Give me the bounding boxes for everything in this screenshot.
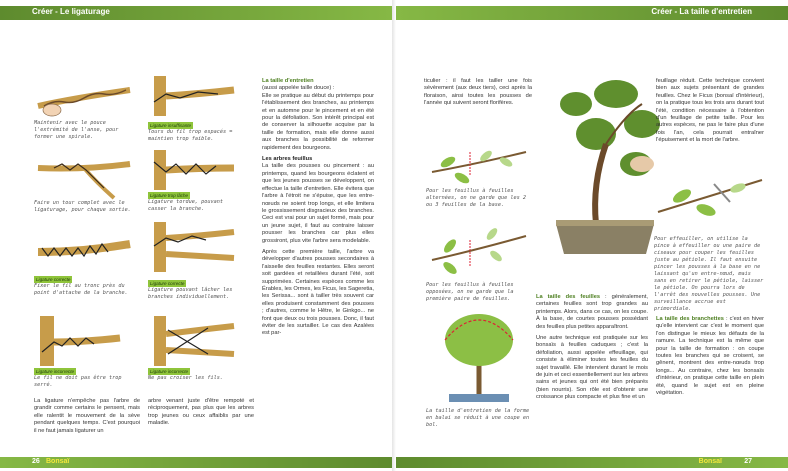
caption-opposite-leaves: Pour les feuillus à feuilles opposées, on ne garde que la première paire de feuilles. xyxy=(426,282,514,302)
wiring-illustration-3 xyxy=(34,224,134,276)
heading-deciduous: Les arbres feuillus xyxy=(262,156,313,163)
caption-broom-style: La taille d'entretien de la forme en balai se réduit à une coupe en bol. xyxy=(426,408,530,428)
wiring-illustration-2 xyxy=(34,148,134,204)
heading-branchlet-pruning: La taille des branchettes xyxy=(656,316,724,322)
left-text-column xyxy=(262,78,374,342)
caption-spacing: Tours du fil trop espacés = maintien trop faible. xyxy=(148,129,233,142)
opposite-leaves-illustration xyxy=(426,214,530,278)
label-incorrect-wiring-2: Ligature incorrecte xyxy=(150,369,189,374)
defoliation-paragraph: Une autre technique est pratiquée sur les bonsaïs à feuilles caduques ; c'est la défoliation, aussi appelée effeuillage, qui consiste à éliminer toutes les feuilles du sujet travaillé. Elle intervient durant le mois de juin et ceci essentiellement sur les arbres sains et jeunes qui ont été bien préparés (bien nourris). Son rôle est d'obtenir une croissance plus compacte et plus fine et un xyxy=(536,335,648,401)
label-loose-wiring: Ligature trop lâche xyxy=(150,193,189,198)
caption-defoliation: Pour effeuiller, on utilise la pince à effeuiller ou une paire de ciseaux pour couper les feuilles juste au pétiole. Il faut ensuite pincer les pousses à la base en ne laissant qu'un entre-nœud, mais sans en retirer le pétiole, laisser le pétiole. On pourra lors de l'arrêt des nouvelles pousses. Une surveillance accrue est primordiale. xyxy=(654,236,764,312)
label-insufficient-wiring: Ligature insuffisante xyxy=(150,123,192,128)
right-footer-bar xyxy=(396,457,788,468)
left-page xyxy=(0,0,392,471)
right-text-top-column: feuillage réduit. Cette technique convient bien aux sujets présentant de grandes feuilles. Chez le Ficus (bonsaï d'intérieur), on la pratique tous les trois ans durant tout l'été, condition nécessaire à l'obtention d'un feuillage de petite taille. Pour les autres espèces, ne pas le faire plus d'une fois l'an, cela pourrait entraîner l'épuisement et la mort de l'arbre. xyxy=(656,78,764,144)
left-page-number: 26 xyxy=(32,458,40,465)
leaf-pruning-text: : généralement, certaines feuilles sont trop grandes au printemps. Alors, dans ce cas, on les coupe. À la base, de courtes pousses possédant des feuilles plus petites apparaîtront. xyxy=(536,294,648,330)
left-footer-brand: Bonsaï xyxy=(46,458,70,465)
right-footer-brand: Bonsaï xyxy=(698,458,722,465)
label-incorrect-wiring-1: Ligature incorrecte xyxy=(36,369,75,374)
defoliation-illustration xyxy=(654,166,766,232)
deciduous-paragraph-2: Après cette première taille, l'arbre va développer d'autres pousses secondaires à l'aisselle des feuilles restantes. Elles seront soit gardées et retaillées durant l'été, soit supprimées. Certaines espèces comme les Érables, les Ormes, les Ficus, les Sageretia, les Serissa... sont à tailler très souvent car elles produisent constamment des pousses ; d'autres, comme le Hêtre, le Ginkgo... ne font que deux ou trois pousses. Donc, il faut éviter de les surtailler. Le cas des Azalées est par- xyxy=(262,248,374,337)
wiring-illustration-4 xyxy=(34,312,124,368)
caption-full-turn: Faire un tour complet avec le ligaturage, pour chaque sortie. xyxy=(34,200,131,213)
caption-twisted: Ligature tordue, pouvant casser la branche. xyxy=(148,199,223,212)
caption-attach-wire: Fixer le fil au tronc près du point d'attache de la branche. xyxy=(34,283,128,296)
right-text-bottom-column xyxy=(656,316,764,397)
caption-hold-loop: Maintenir avec le pouce l'extrémité de l'anse, pour former une spirale. xyxy=(34,120,119,140)
label-correct-wiring-2: Ligature correcte xyxy=(150,281,185,286)
heading-maintenance-pruning: La taille d'entretien xyxy=(262,78,314,84)
heading-leaf-pruning: La taille des feuilles xyxy=(536,294,601,300)
right-page-number: 27 xyxy=(744,458,752,465)
wiring-illustration-5 xyxy=(148,72,238,118)
body-text-bottom-right: arbre venant juste d'être rempoté et réciproquement, pas plus que les arbres trop jeunes ou ceux affaiblis par une maladie. xyxy=(148,398,254,427)
branchlet-pruning-text: : c'est en hiver qu'elle intervient car c'est le moment que l'on distingue le mieux les défauts de la ramure. La technique est la même que pour la taille de formation : on coupe toutes les branches qui se croisent, se gênent, montrent des entre-nœuds trop longs... Au contraire, chez les bonsaïs d'intérieur, on pratique cette taille en plein été, quand le sujet est en pleine végétation. xyxy=(656,316,764,397)
right-header-title: Créer - La taille d'entretien xyxy=(651,7,752,16)
caption-alternate-leaves: Pour les feuillus à feuilles alternées, on ne garde que les 2 ou 3 feuilles de la base. xyxy=(426,188,526,208)
bonsai-photo xyxy=(546,74,664,264)
caption-no-crossing: Ne pas croiser les fils. xyxy=(148,375,223,381)
alternate-leaves-illustration xyxy=(426,132,530,190)
left-header-bar xyxy=(0,6,392,20)
caption-not-too-tight: Le fil ne doit pas être trop serré. xyxy=(34,375,122,388)
wiring-illustration-7 xyxy=(148,218,238,274)
wiring-illustration-6 xyxy=(148,146,238,192)
caption-branch-pairs: Ligature pouvant lâcher les branches individuellement. xyxy=(148,287,233,300)
left-footer-bar xyxy=(0,457,392,468)
left-header-title: Créer - Le ligaturage xyxy=(32,7,110,16)
wiring-illustration-8 xyxy=(148,312,238,368)
right-text-intro: ticulier : il faut les tailler une fois sévèrement (aux deux tiers), ceci après la floraison, ainsi toutes les pousses de l'année qui suivent seront florifères. xyxy=(424,78,532,107)
right-header-bar xyxy=(396,6,788,20)
body-text-bottom-left: La ligature n'empêche pas l'arbre de grandir comme certains le pensent, mais elle ralentit le mouvement de la sève pendant quelques temps. C'est pourquoi il ne faut jamais ligaturer un xyxy=(34,398,140,434)
wiring-illustration-1 xyxy=(34,72,134,124)
broom-style-tree-illustration xyxy=(434,304,524,404)
right-text-middle xyxy=(536,294,648,406)
maintenance-paragraph: Elle se pratique au début du printemps pour l'établissement des branches, au printemps et en automne pour le pincement et en été pour la défoliation. Son intérêt principal est de conserver la silhouette acquise par la taille de formation, mais elle donne aussi aux branches la possibilité de reformer rapidement des bourgeons. xyxy=(262,92,374,151)
right-page xyxy=(396,0,788,471)
label-correct-wiring-1: Ligature correcte xyxy=(36,277,71,282)
deciduous-paragraph-1: La taille des pousses ou pincement : au printemps, quand les bourgeons éclatent et que les jeunes pousses se développent, on effectue la taille d'entretien. Elle évitera que l'arbre à l'étroit ne s'épuise, que les entre-nœuds ne soient trop longs, et elle limitera le grossissement disgracieux des branches. Ceci est vrai pour un sujet formé, mais pour un jeune sujet, il faut au contraire laisser pousser les branches car plus elles grossiront, plus vite l'arbre sera modelable. xyxy=(262,163,374,244)
maintenance-intro: (aussi appelée taille douce) : xyxy=(262,85,335,92)
